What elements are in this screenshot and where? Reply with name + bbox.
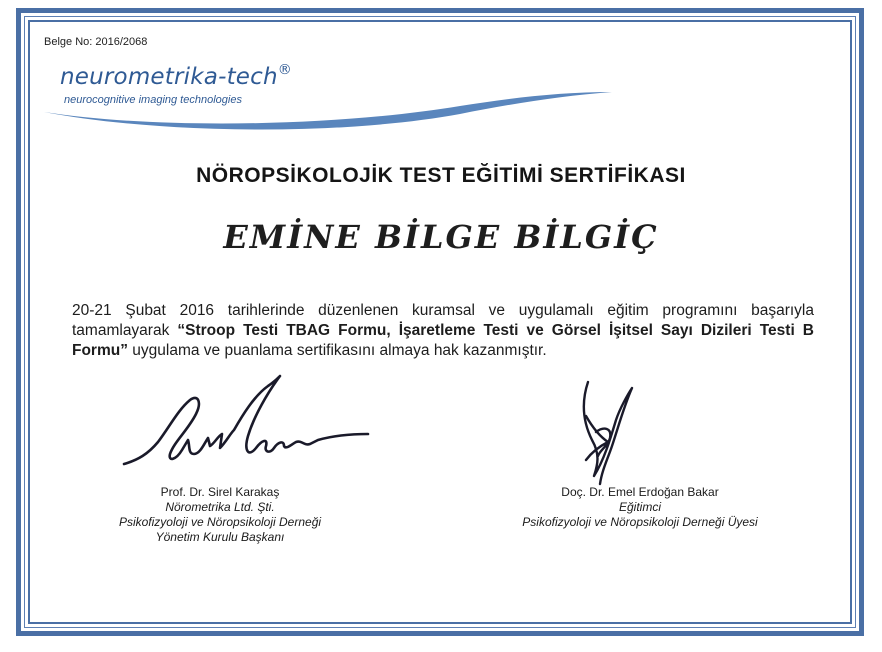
right-signatory-name: Doç. Dr. Emel Erdoğan Bakar — [561, 485, 719, 499]
document-number: Belge No: 2016/2068 — [44, 36, 148, 48]
logo-wordmark: neurometrika-tech® — [60, 62, 292, 90]
right-signatory-line1: Eğitimci — [618, 500, 661, 514]
body-outro: uygulama ve puanlama sertifikasını almaya hak kazanmıştır. — [127, 342, 547, 359]
registered-mark-icon: ® — [277, 62, 292, 78]
certificate-title: NÖROPSİKOLOJİK TEST EĞİTİMİ SERTİFİKASI — [196, 164, 686, 187]
logo-tagline: neurocognitive imaging technologies — [64, 94, 242, 106]
body-course-names: “Stroop Testi TBAG Formu, İşaretleme Testi ve Görsel İşitsel Sayı Dizileri Testi B Formu” — [72, 322, 814, 359]
right-signature — [568, 380, 648, 490]
left-signatory-name: Prof. Dr. Sirel Karakaş — [160, 485, 280, 499]
left-signatory-line2: Psikofizyoloji ve Nöropsikoloji Derneği — [118, 515, 322, 529]
right-signatory-line2: Psikofizyoloji ve Nöropsikoloji Derneği Üyesi — [522, 515, 758, 529]
right-signatory — [490, 485, 790, 530]
left-signatory — [70, 485, 370, 545]
body-intro: 20-21 Şubat 2016 tarihlerinde düzenlenen kuramsal ve uygulamalı eğitim programını başarıyla tamamlayarak — [72, 302, 814, 339]
left-signatory-line3: Yönetim Kurulu Başkanı — [155, 530, 285, 544]
recipient-name: EMİNE BİLGE BİLGİÇ — [223, 218, 659, 256]
left-signatory-line1: Nörometrika Ltd. Şti. — [165, 500, 275, 514]
left-signature — [118, 372, 378, 477]
certificate-body — [72, 301, 814, 361]
